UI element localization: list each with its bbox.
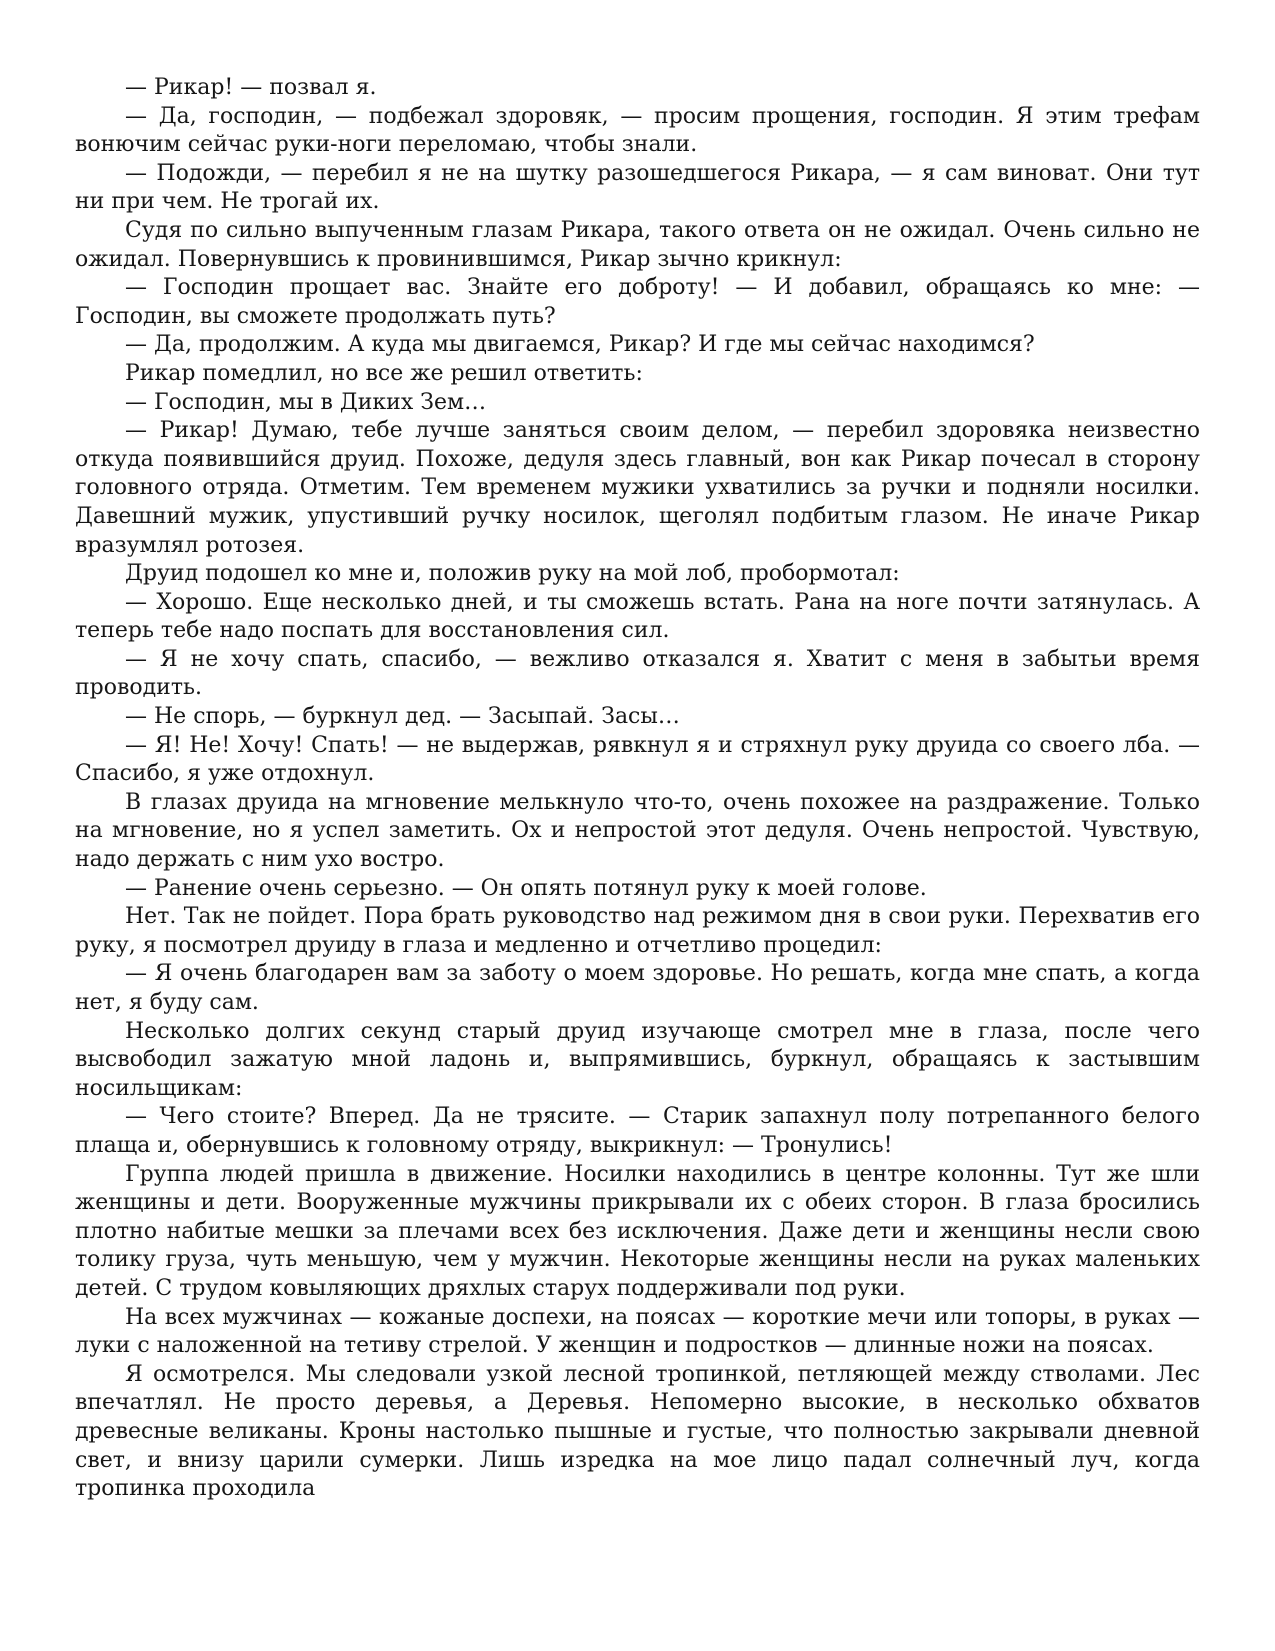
paragraph-9: — Рикар! Думаю, тебе лучше заняться своим делом, — перебил здоровяка неизвестно откуда появившийся друид. Похоже, дедуля здесь главный, вон как Рикар почесал в сторону головного отряда. Отметим. Тем временем мужики ухватились за ручки и подняли носилки. Давешний мужик, упустивший ручку носилок, щеголял подбитым глазом. Не иначе Рикар вразумлял ротозея. (75, 418, 1200, 558)
paragraph-18: — Я очень благодарен вам за заботу о моем здоровье. Но решать, когда мне спать, а когда нет, я буду сам. (75, 961, 1200, 1015)
paragraph-17: Нет. Так не пойдет. Пора брать руководство над режимом дня в свои руки. Перехватив его руку, я посмотрел друиду в глаза и медленно и отчетливо процедил: (75, 904, 1200, 958)
paragraph-14: — Я! Не! Хочу! Спать! — не выдержав, рявкнул я и стряхнул руку друида со своего лба. — Спасибо, я уже отдохнул. (75, 732, 1200, 787)
paragraph-8: — Господин, мы в Диких Зем… (125, 389, 487, 415)
paragraph-6: — Да, продолжим. А куда мы двигаемся, Рикар? И где мы сейчас находимся? (125, 332, 1035, 358)
paragraph-20: — Чего стоите? Вперед. Да не трясите. — Старик запахнул полу потрепанного белого плаща и, обернувшись к головному отряду, выкрикнул: — Тронулись! (75, 1104, 1200, 1158)
paragraph-4: Судя по сильно выпученным глазам Рикара, такого ответа он не ожидал. Очень сильно не ожидал. Повернувшись к провинившимся, Рикар зычно крикнул: (75, 217, 1200, 272)
paragraph-21: Группа людей пришла в движение. Носилки находились в центре колонны. Тут же шли женщины и дети. Вооруженные мужчины прикрывали их с обеих сторон. В глаза бросились плотно набитые мешки за плечами всех без исключения. Даже дети и женщины несли свою толику груза, чуть меньшую, чем у мужчин. Некоторые женщины несли на руках маленьких детей. С трудом ковыляющих дряхлых старух поддерживали под руки. (75, 1161, 1200, 1301)
paragraph-19: Несколько долгих секунд старый друид изучающе смотрел мне в глаза, после чего высвободил зажатую мной ладонь и, выпрямившись, буркнул, обращаясь к застывшим носильщикам: (75, 1018, 1200, 1101)
paragraph-1: — Рикар! — позвал я. (125, 75, 377, 100)
paragraph-13: — Не спорь, — буркнул дед. — Засыпай. Засы… (125, 704, 680, 730)
paragraph-5: — Господин прощает вас. Знайте его доброту! — И добавил, обращаясь ко мне: — Господин, вы сможете продолжать путь? (75, 275, 1200, 329)
page-body (75, 74, 1200, 1504)
paragraph-2: — Да, господин, — подбежал здоровяк, — просим прощения, господин. Я этим трефам вонючим сейчас руки-ноги переломаю, чтобы знали. (75, 103, 1200, 158)
paragraph-11: — Хорошо. Еще несколько дней, и ты сможешь встать. Рана на ноге почти затянулась. А теперь тебе надо поспать для восстановления сил. (75, 589, 1200, 644)
paragraph-10: Друид подошел ко мне и, положив руку на мой лоб, пробормотал: (125, 561, 900, 587)
paragraph-23: Я осмотрелся. Мы следовали узкой лесной тропинкой, петляющей между стволами. Лес впечатлял. Не просто деревья, а Деревья. Непомерно высокие, в несколько обхватов древесные великаны. Кроны настолько пышные и густые, что полностью закрывали дневной свет, и внизу царили сумерки. Лишь изредка на мое лицо падал солнечный луч, когда тропинка проходила (75, 1361, 1200, 1502)
paragraph-12: — Я не хочу спать, спасибо, — вежливо отказался я. Хватит с меня в забытьи время проводить. (75, 646, 1200, 701)
paragraph-7: Рикар помедлил, но все же решил ответить: (125, 360, 643, 386)
paragraph-22: На всех мужчинах — кожаные доспехи, на поясах — короткие мечи или топоры, в руках — луки с наложенной на тетиву стрелой. У женщин и подростков — длинные ножи на поясах. (75, 1304, 1200, 1359)
paragraph-16: — Ранение очень серьезно. — Он опять потянул руку к моей голове. (125, 875, 927, 901)
paragraph-3: — Подожди, — перебил я не на шутку разошедшегося Рикара, — я сам виноват. Они тут ни при чем. Не трогай их. (75, 160, 1200, 215)
paragraph-15: В глазах друида на мгновение мелькнуло что-то, очень похожее на раздражение. Только на мгновение, но я успел заметить. Ох и непростой этот дедуля. Очень непростой. Чувствую, надо держать с ним ухо востро. (75, 789, 1200, 873)
